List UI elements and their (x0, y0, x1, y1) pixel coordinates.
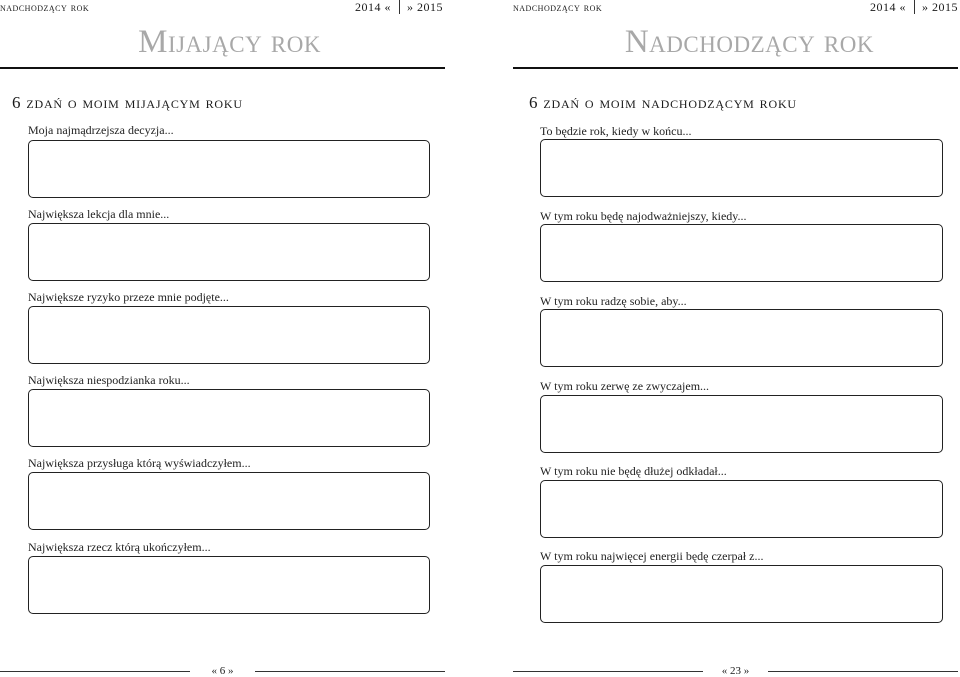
next-arrow[interactable]: » (922, 0, 929, 14)
prev-arrow[interactable]: « (384, 0, 391, 14)
page-title: Mijający rok (138, 24, 321, 60)
question-label: Największa przysługa którą wyświadczyłem... (28, 456, 251, 470)
answer-box[interactable] (28, 556, 430, 614)
running-header: nadchodzący rok (513, 0, 603, 14)
answer-box[interactable] (540, 139, 943, 197)
answer-box[interactable] (540, 224, 943, 282)
footer-rule-right (255, 671, 445, 672)
footer-rule-right (768, 671, 958, 672)
answer-box[interactable] (540, 565, 943, 623)
question-label: Moja najmądrzejsza decyzja... (28, 123, 174, 137)
question-label: Największa niespodzianka roku... (28, 373, 190, 387)
question-label: W tym roku zerwę ze zwyczajem... (540, 379, 710, 393)
answer-box[interactable] (540, 480, 943, 538)
title-divider (513, 67, 958, 69)
section-title: 6 zdań o moim mijającym roku (12, 93, 243, 112)
question-label: W tym roku nie będę dłużej odkładał... (540, 464, 727, 478)
year-link-2014[interactable]: 2014 (355, 0, 381, 14)
title-divider (0, 67, 445, 69)
nav-separator (399, 0, 400, 14)
year-link-2014[interactable]: 2014 (870, 0, 896, 14)
page-footer (513, 665, 958, 677)
page-footer (0, 665, 445, 677)
right-page (513, 0, 960, 677)
page-number: « 6 » (211, 665, 234, 677)
page-title: Nadchodzący rok (624, 24, 874, 60)
question-label: To będzie rok, kiedy w końcu... (540, 124, 692, 138)
question-label: Największa lekcja dla mnie... (28, 207, 170, 221)
next-arrow[interactable]: » (407, 0, 414, 14)
year-navigation (355, 0, 443, 15)
question-label: Największe ryzyko przeze mnie podjęte... (28, 290, 229, 304)
year-navigation (870, 0, 958, 15)
answer-box[interactable] (28, 306, 430, 364)
answer-box[interactable] (28, 472, 430, 530)
answer-box[interactable] (540, 395, 943, 453)
page-number: « 23 » (721, 665, 750, 677)
question-label: W tym roku radzę sobie, aby... (540, 294, 687, 308)
answer-box[interactable] (540, 309, 943, 367)
answer-box[interactable] (28, 389, 430, 447)
year-link-2015[interactable]: 2015 (932, 0, 958, 14)
answer-box[interactable] (28, 140, 430, 198)
running-header: nadchodzący rok (0, 0, 90, 14)
nav-separator (914, 0, 915, 14)
left-page (0, 0, 445, 677)
prev-arrow[interactable]: « (899, 0, 906, 14)
answer-box[interactable] (28, 223, 430, 281)
question-label: Największa rzecz którą ukończyłem... (28, 540, 211, 554)
question-label: W tym roku najwięcej energii będę czerpał z... (540, 549, 764, 563)
year-link-2015[interactable]: 2015 (417, 0, 443, 14)
section-title: 6 zdań o moim nadchodzącym roku (529, 93, 797, 112)
question-label: W tym roku będę najodważniejszy, kiedy... (540, 209, 747, 223)
